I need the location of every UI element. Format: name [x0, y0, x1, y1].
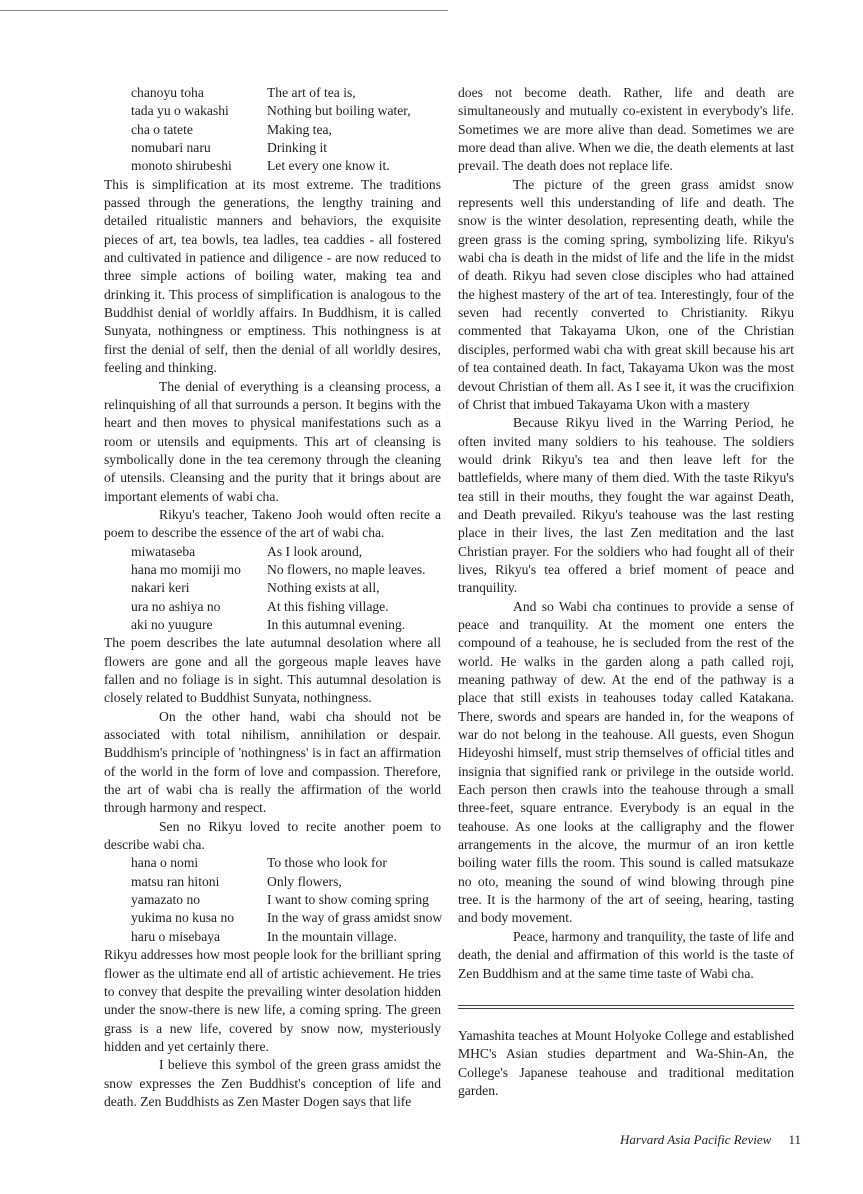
poem-line-english: I want to show coming spring — [267, 892, 429, 908]
poem-line — [131, 157, 441, 175]
paragraph: Because Rikyu lived in the Warring Period, he often invited many soldiers to his teahouse. The soldiers would drink Rikyu's tea and then leave left for the battlefields, where many of them died. With the taste Rikyu's tea still in their mouths, they fought the war against Death, and Death prevailed. Rikyu's teahouse was the last resting place in their lives, the last Zen meditation and the last Christian prayer. For the soldiers who had fought all of their lives, Rikyu's tea offered a brief moment of peace and tranquility. — [458, 415, 794, 596]
poem-line — [131, 909, 441, 927]
poem-line — [131, 928, 441, 946]
right-column — [458, 84, 794, 1100]
page-footer — [620, 1132, 801, 1148]
poem-line-japanese: yamazato no — [131, 892, 201, 908]
paragraph: Rikyu's teacher, Takeno Jooh would often recite a poem to describe the essence of the art of wabi cha. — [104, 506, 441, 541]
paragraph: I believe this symbol of the green grass amidst the snow expresses the Zen Buddhist's conception of life and death. Zen Buddhists as Zen Master Dogen says that life — [104, 1057, 441, 1109]
poem-line — [131, 102, 441, 120]
poem-line — [131, 873, 441, 891]
paragraph: Sen no Rikyu loved to recite another poem to describe wabi cha. — [104, 818, 441, 853]
poem-line — [131, 891, 441, 909]
poem-line-english: As I look around, — [267, 543, 363, 559]
paragraph: The denial of everything is a cleansing process, a relinquishing of all that surrounds a person. It begins with the heart and then moves to physical manifestations such as a room or utensils and equipments. This art of cleansing is symbolically done in the tea ceremony through the cleaning of utensils. Cleansing and the purity that it brings about are important elements of wabi cha. — [104, 378, 441, 504]
poem-line — [131, 543, 441, 561]
poem-line-japanese: ura no ashiya no — [131, 598, 221, 614]
poem-line-english: Nothing exists at all, — [267, 580, 380, 596]
author-bio: Yamashita teaches at Mount Holyoke College and established MHC's Asian studies department and Wa-Shin-An, the College's Japanese teahouse and traditional meditation garden. — [458, 1027, 794, 1098]
top-rule — [0, 10, 448, 11]
poem-line-english: Let every one know it. — [267, 158, 390, 174]
paragraph: The picture of the green grass amidst snow represents well this understanding of life and death. The snow is the winter desolation, representing death, while the green grass is the coming spring, symbolizing life. Rikyu's wabi cha is death in the midst of life and the life in the midst of death. Rikyu had seven close disciples who had attained the highest mastery of the art of tea. Interestingly, four of the seven had recently converted to Christianity. Rikyu commented that Takayama Ukon, one of the Christian disciples, performed wabi cha with great skill because his art of tea contained death. In fact, Takayama Ukon was the most devout Christian of them all. As I see it, it was the crucifixion of Christ that imbued Takayama Ukon with a mastery — [458, 176, 794, 412]
poem-line-english: Drinking it — [267, 140, 328, 156]
poem-line-japanese: hana o nomi — [131, 855, 199, 871]
poem-line-japanese: nomubari naru — [131, 140, 211, 156]
poem-line-japanese: miwataseba — [131, 543, 196, 559]
poem-line-japanese: matsu ran hitoni — [131, 873, 220, 889]
poem-line-english: In the way of grass amidst snow — [267, 910, 443, 926]
poem-line — [131, 139, 441, 157]
poem-line-english: Making tea, — [267, 121, 332, 137]
journal-title: Harvard Asia Pacific Review — [620, 1132, 772, 1147]
poem-line-english: The art of tea is, — [267, 85, 356, 100]
poem-line-japanese: aki no yuugure — [131, 616, 213, 632]
left-column — [104, 84, 441, 1111]
poem-line-japanese: chanoyu toha — [131, 85, 204, 100]
poem-line-english: Only flowers, — [267, 873, 342, 889]
poem-line-japanese: hana mo momiji mo — [131, 561, 241, 577]
section-divider — [458, 1005, 794, 1009]
poem-line — [131, 598, 441, 616]
paragraph: And so Wabi cha continues to provide a sense of peace and tranquility. At the moment one enters the compound of a teahouse, he is secluded from the rest of the world. He walks in the garden along a path called roji, meaning pathway of dew. At the end of the pathway is a place that still exists in teahouses today called Katakana. There, swords and spears are handed in, for the weapons of war do not belong in the teahouse. All guests, even Shogun Hideyoshi himself, must strip themselves of official titles and insignia that signified rank or privilege in the outside world. Each person then crawls into the teahouse through a small three-feet, square entrance. Everybody is an equal in the teahouse. As one looks at the calligraphy and the flower arrangements in the alcove, the murmur of an iron kettle boiling water fills the room. This sound is called matsukaze no oto, meaning the sound of wind blowing through pine tree. It is the harmony of the art of seeing, hearing, tasting and body movement. — [458, 598, 794, 926]
poem-line — [131, 121, 441, 139]
poem-line-japanese: monoto shirubeshi — [131, 158, 232, 174]
paragraph: does not become death. Rather, life and death are simultaneously and mutually co-existent in everybody's life. Sometimes we are more alive than dead. Sometimes we are more dead than alive. When we die, the death elements at last prevail. The death does not replace life. — [458, 85, 794, 174]
poem-line — [131, 561, 441, 579]
poem-line — [131, 579, 441, 597]
paragraph: On the other hand, wabi cha should not be associated with total nihilism, annihilation or despair. Buddhism's principle of 'nothingness' is in fact an affirmation of the world in the form of love and compassion. Therefore, the art of wabi cha is really the affirmation of the world through harmony and respect. — [104, 708, 441, 816]
poem-line-japanese: nakari keri — [131, 580, 190, 596]
paragraph: Peace, harmony and tranquility, the taste of life and death, the denial and affirmation of this world is the taste of Zen Buddhism and at the same time taste of Wabi cha. — [458, 928, 794, 981]
poem-line — [131, 84, 441, 102]
poem-line — [131, 616, 441, 634]
poem-hana-o-nomi — [131, 854, 441, 946]
page-number: 11 — [788, 1132, 802, 1147]
poem-line-english: To those who look for — [267, 855, 387, 871]
poem-line-japanese: yukima no kusa no — [131, 910, 235, 926]
poem-line-japanese: haru o misebaya — [131, 928, 221, 944]
poem-line-english: In the mountain village. — [267, 928, 397, 944]
poem-line — [131, 854, 441, 872]
poem-line-english: In this autumnal evening. — [267, 616, 406, 632]
poem-miwataseba — [131, 543, 441, 635]
poem-line-japanese: cha o tatete — [131, 121, 193, 137]
paragraph: The poem describes the late autumnal desolation where all flowers are gone and all the gorgeous maple leaves have fallen and no foliage is in sight. This autumnal desolation is closely related to Buddhist Sunyata, nothingness. — [104, 635, 441, 706]
paragraph: Rikyu addresses how most people look for the brilliant spring flower as the ultimate end all of artistic achievement. He tries to convey that despite the prevailing winter desolation hidden under the snow-there is new life, a coming spring. The green grass is a new life, covered by snow now, mysteriously hidden and yet certainly there. — [104, 947, 441, 1054]
poem-line-english: At this fishing village. — [267, 598, 389, 614]
poem-line-japanese: tada yu o wakashi — [131, 103, 229, 119]
poem-line-english: Nothing but boiling water, — [267, 103, 411, 119]
paragraph: This is simplification at its most extreme. The traditions passed through the generations, the lengthy training and detailed ritualistic manners and behaviors, the exquisite pieces of art, tea bowls, tea ladles, tea caddies - all fostered and cultivated in patience and diligence - are now reduced to three simple actions of boiling water, making tea and drinking it. This process of simplification is analogous to the Buddhist denial of worldly affairs. In Buddhism, it is called Sunyata, nothingness or emptiness. This nothingness is at first the denial of self, then the denial of all worldly desires, feeling and thinking. — [104, 176, 441, 376]
poem-line-english: No flowers, no maple leaves. — [267, 561, 426, 577]
poem-chanoyu — [131, 84, 441, 176]
